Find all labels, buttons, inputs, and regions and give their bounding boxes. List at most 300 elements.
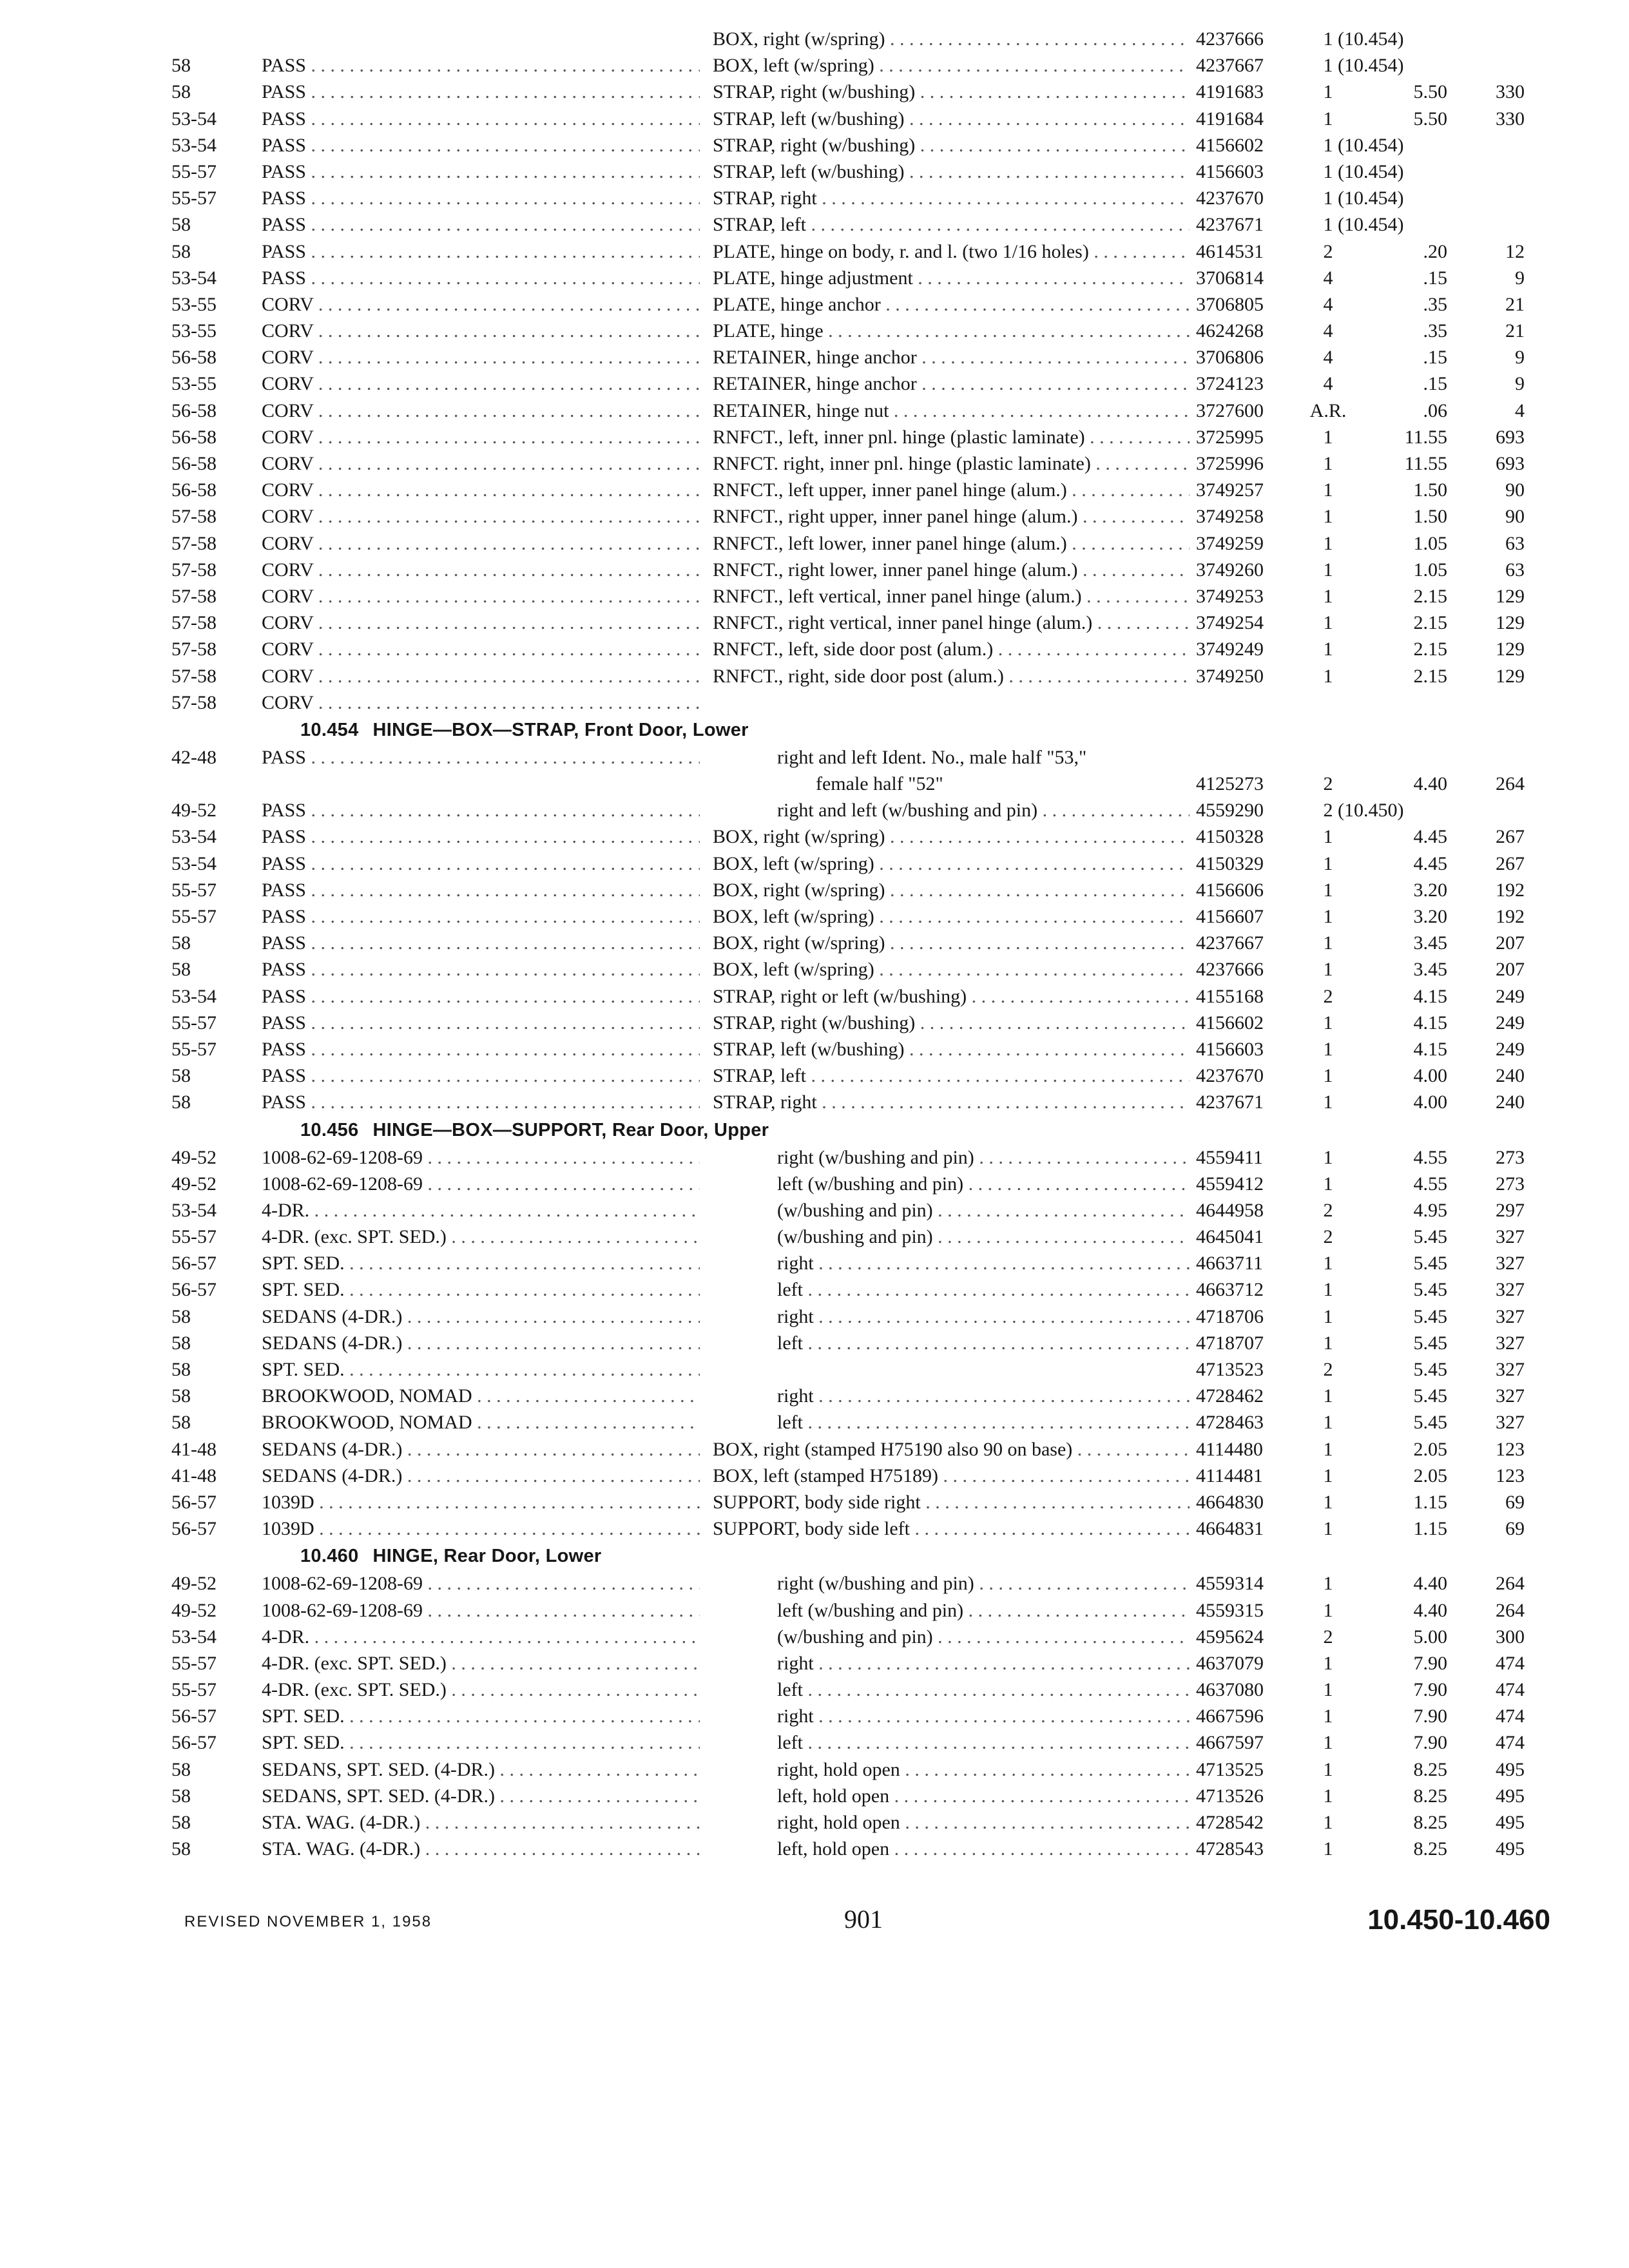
model-name: 1008-62-69-1208-69 . . . — [262, 1597, 700, 1624]
section-heading — [171, 1542, 1550, 1570]
price-units: 327 — [1496, 1226, 1525, 1248]
part-description: right . . . — [777, 1703, 1190, 1729]
year-range: 49-52 — [171, 1146, 217, 1168]
section-heading — [171, 716, 1550, 744]
quantity: 2 — [1323, 773, 1333, 795]
part-number: 4718707 — [1196, 1332, 1264, 1354]
quantity: 2 — [1323, 1359, 1333, 1380]
year-range: 49-52 — [171, 1173, 217, 1195]
model-name: CORV . . . — [262, 344, 700, 370]
year-range: 55-57 — [171, 1012, 217, 1033]
part-row — [171, 211, 1550, 238]
year-range: 57-58 — [171, 585, 217, 607]
part-number: 4155168 — [1196, 985, 1264, 1007]
model-name: 4-DR. (exc. SPT. SED.) . . . — [262, 1677, 700, 1703]
part-number: 4624268 — [1196, 320, 1264, 342]
year-range: 53-54 — [171, 134, 217, 156]
part-row — [171, 1089, 1550, 1115]
year-range: 58 — [171, 1412, 191, 1434]
year-range: 49-52 — [171, 800, 217, 822]
price-units: 273 — [1496, 1173, 1525, 1195]
list-price: 5.45 — [1413, 1412, 1447, 1434]
model-name: CORV . . . — [262, 663, 700, 689]
list-price: 5.00 — [1413, 1626, 1447, 1648]
part-row — [171, 1062, 1550, 1089]
quantity: 1 — [1323, 1518, 1333, 1540]
part-number: 4637080 — [1196, 1679, 1264, 1701]
list-price: 3.20 — [1413, 906, 1447, 927]
part-row — [171, 797, 1550, 823]
quantity: 4 — [1323, 293, 1333, 315]
model-name: SEDANS, SPT. SED. (4-DR.) . . . — [262, 1783, 700, 1809]
part-description: RETAINER, hinge anchor . . . — [713, 344, 1190, 370]
price-units: 192 — [1496, 879, 1525, 901]
year-range: 58 — [171, 1332, 191, 1354]
price-units: 327 — [1496, 1253, 1525, 1274]
list-price: 3.20 — [1413, 879, 1447, 901]
part-number: 4645041 — [1196, 1226, 1264, 1248]
model-name: PASS . . . — [262, 1062, 700, 1089]
part-row — [171, 1436, 1550, 1463]
part-number: 3725995 — [1196, 426, 1264, 448]
list-price: 2.15 — [1413, 639, 1447, 660]
quantity: 1 — [1323, 506, 1333, 528]
price-units: 249 — [1496, 985, 1525, 1007]
year-range: 58 — [171, 1065, 191, 1087]
quantity: 1 — [1323, 559, 1333, 581]
price-units: 63 — [1505, 532, 1525, 554]
part-row — [171, 1809, 1550, 1836]
year-range: 57-58 — [171, 612, 217, 634]
part-number: 4156607 — [1196, 906, 1264, 927]
quantity: 1 — [1323, 1465, 1333, 1486]
price-units: 240 — [1496, 1065, 1525, 1087]
part-number: 3706805 — [1196, 293, 1264, 315]
year-range: 55-57 — [171, 1038, 217, 1060]
list-price: 8.25 — [1413, 1812, 1447, 1833]
part-description: (w/bushing and pin) . . . — [777, 1624, 1190, 1650]
part-description: left . . . — [777, 1330, 1190, 1356]
list-price: 4.00 — [1413, 1065, 1447, 1087]
part-row — [171, 1756, 1550, 1783]
model-name: 4-DR. (exc. SPT. SED.) . . . — [262, 1650, 700, 1677]
quantity: 1 — [1323, 1652, 1333, 1674]
quantity: 1 — [1323, 1091, 1333, 1113]
model-name: PASS . . . — [262, 1010, 700, 1036]
price-units: 330 — [1496, 81, 1525, 103]
part-number: 3749253 — [1196, 585, 1264, 607]
part-row — [171, 689, 1550, 716]
part-number: 3706814 — [1196, 267, 1264, 289]
model-name: PASS . . . — [262, 265, 700, 291]
part-row — [171, 26, 1550, 52]
section-range: 10.450-10.460 — [1367, 1904, 1550, 1936]
quantity: 1 — [1323, 214, 1333, 236]
quantity: 1 — [1323, 612, 1333, 634]
part-description: RNFCT., right vertical, inner panel hinge (alum.) . . . — [713, 610, 1190, 636]
part-number: 4713525 — [1196, 1758, 1264, 1780]
model-name: CORV . . . — [262, 557, 700, 583]
part-row — [171, 398, 1550, 424]
price-units: 9 — [1515, 373, 1525, 395]
model-name: PASS . . . — [262, 159, 700, 185]
quantity: 1 — [1323, 1812, 1333, 1833]
part-description: right (w/bushing and pin) . . . — [777, 1144, 1190, 1171]
price-units: 69 — [1505, 1491, 1525, 1513]
list-price: 8.25 — [1413, 1758, 1447, 1780]
list-price: .15 — [1423, 347, 1447, 369]
part-row — [171, 106, 1550, 132]
price-units: 4 — [1515, 399, 1525, 421]
part-row — [171, 265, 1550, 291]
part-number: 4114481 — [1196, 1465, 1263, 1486]
part-number: 3724123 — [1196, 373, 1264, 395]
price-units: 264 — [1496, 1599, 1525, 1621]
part-description: RNFCT., left vertical, inner panel hinge (alum.) . . . — [713, 583, 1190, 610]
price-units: 207 — [1496, 959, 1525, 981]
year-range: 55-57 — [171, 879, 217, 901]
price-units: 327 — [1496, 1412, 1525, 1434]
model-name: SEDANS (4-DR.) . . . — [262, 1436, 700, 1463]
price-units: 69 — [1505, 1518, 1525, 1540]
price-units: 327 — [1496, 1332, 1525, 1354]
list-price: 2.15 — [1413, 612, 1447, 634]
model-name: PASS . . . — [262, 903, 700, 930]
year-range: 49-52 — [171, 1599, 217, 1621]
model-name: PASS . . . — [262, 1089, 700, 1115]
model-name: PASS . . . — [262, 983, 700, 1010]
quantity: 4 — [1323, 347, 1333, 369]
model-name: SEDANS (4-DR.) . . . — [262, 1330, 700, 1356]
part-number: 4191683 — [1196, 81, 1264, 103]
part-row — [171, 610, 1550, 636]
part-number: 4125273 — [1196, 773, 1264, 795]
part-description: PLATE, hinge anchor . . . — [713, 291, 1190, 318]
list-price: 5.50 — [1413, 108, 1447, 130]
part-description: RNFCT., left lower, inner panel hinge (alum.) . . . — [713, 530, 1190, 557]
part-description: STRAP, left . . . — [713, 1062, 1190, 1089]
part-description: RNFCT., left, inner pnl. hinge (plastic laminate) . . . — [713, 424, 1190, 450]
part-description: left . . . — [777, 1677, 1190, 1703]
part-row — [171, 1276, 1550, 1303]
year-range: 58 — [171, 959, 191, 981]
list-price: 5.45 — [1413, 1253, 1447, 1274]
model-name: CORV . . . — [262, 424, 700, 450]
part-description: RNFCT. right, inner pnl. hinge (plastic laminate) . . . — [713, 450, 1190, 477]
list-price: (10.450) — [1338, 800, 1404, 822]
list-price: 4.45 — [1413, 852, 1447, 874]
price-units: 9 — [1515, 267, 1525, 289]
year-range: 56-57 — [171, 1491, 217, 1513]
part-number: 4156602 — [1196, 1012, 1264, 1033]
part-number: 3725996 — [1196, 453, 1264, 474]
part-description: left, hold open . . . — [777, 1783, 1190, 1809]
part-row — [171, 850, 1550, 877]
quantity: 2 — [1323, 1626, 1333, 1648]
part-number: 4156603 — [1196, 160, 1264, 182]
model-name: CORV . . . — [262, 318, 700, 344]
part-row — [171, 663, 1550, 689]
list-price: 5.45 — [1413, 1226, 1447, 1248]
part-number: 4237667 — [1196, 55, 1264, 77]
model-name: CORV . . . — [262, 689, 700, 716]
part-description: BOX, left (w/spring) . . . — [713, 903, 1190, 930]
part-number: 4667597 — [1196, 1732, 1264, 1754]
list-price: 4.15 — [1413, 1012, 1447, 1033]
part-row — [171, 877, 1550, 903]
quantity: 1 — [1323, 1012, 1333, 1033]
year-range: 53-55 — [171, 293, 217, 315]
price-units: 240 — [1496, 1091, 1525, 1113]
model-name: SEDANS (4-DR.) . . . — [262, 1463, 700, 1489]
price-units: 495 — [1496, 1758, 1525, 1780]
quantity: 1 — [1323, 959, 1333, 981]
price-units: 129 — [1496, 612, 1525, 634]
quantity: 1 — [1323, 1573, 1333, 1595]
part-number: 3749254 — [1196, 612, 1264, 634]
price-units: 327 — [1496, 1305, 1525, 1327]
price-units: 693 — [1496, 426, 1525, 448]
year-range: 53-54 — [171, 1199, 217, 1221]
page-footer — [171, 1904, 1550, 1943]
model-name: STA. WAG. (4-DR.) . . . — [262, 1809, 700, 1836]
list-price: .35 — [1423, 293, 1447, 315]
model-name: 1039D . . . — [262, 1515, 700, 1542]
part-description: right and left (w/bushing and pin) . . . — [777, 797, 1190, 823]
quantity: 1 — [1323, 1491, 1333, 1513]
year-range: 49-52 — [171, 1573, 217, 1595]
part-row — [171, 1197, 1550, 1224]
part-description: BOX, right (w/spring) . . . — [713, 930, 1190, 956]
price-units: 264 — [1496, 773, 1525, 795]
part-description: right . . . — [777, 1303, 1190, 1330]
price-units: 300 — [1496, 1626, 1525, 1648]
part-row — [171, 1650, 1550, 1677]
part-number: 4191684 — [1196, 108, 1264, 130]
quantity: 2 — [1323, 985, 1333, 1007]
part-description: left (w/bushing and pin) . . . — [777, 1171, 1190, 1197]
part-number: 4559315 — [1196, 1599, 1264, 1621]
quantity: 1 — [1323, 1065, 1333, 1087]
year-range: 57-58 — [171, 532, 217, 554]
part-row — [171, 503, 1550, 530]
quantity: 2 — [1323, 240, 1333, 262]
part-description: PLATE, hinge . . . — [713, 318, 1190, 344]
part-description: RNFCT., left upper, inner panel hinge (alum.) . . . — [713, 477, 1190, 503]
part-row — [171, 1356, 1550, 1383]
price-units: 330 — [1496, 108, 1525, 130]
list-price: 4.95 — [1413, 1199, 1447, 1221]
year-range: 56-58 — [171, 426, 217, 448]
year-range: 57-58 — [171, 639, 217, 660]
year-range: 53-54 — [171, 108, 217, 130]
part-row — [171, 1489, 1550, 1515]
part-description: RNFCT., right lower, inner panel hinge (alum.) . . . — [713, 557, 1190, 583]
list-price: 2.15 — [1413, 665, 1447, 687]
part-description: right and left Ident. No., male half "53," — [777, 746, 1087, 768]
model-name: SEDANS (4-DR.) . . . — [262, 1303, 700, 1330]
year-range: 55-57 — [171, 160, 217, 182]
part-row — [171, 771, 1550, 797]
quantity: 1 — [1323, 426, 1333, 448]
part-row — [171, 1515, 1550, 1542]
part-description: STRAP, left (w/bushing) . . . — [713, 106, 1190, 132]
year-range: 56-58 — [171, 479, 217, 501]
part-number: 3749250 — [1196, 665, 1264, 687]
section-title: HINGE—BOX—STRAP, Front Door, Lower — [372, 719, 749, 740]
list-price: 8.25 — [1413, 1785, 1447, 1807]
quantity: 1 — [1323, 81, 1333, 103]
list-price: 4.15 — [1413, 1038, 1447, 1060]
year-range: 42-48 — [171, 746, 217, 768]
part-row — [171, 1409, 1550, 1436]
part-row — [171, 1677, 1550, 1703]
price-units: 267 — [1496, 826, 1525, 848]
part-row — [171, 1570, 1550, 1597]
quantity: 1 — [1323, 1279, 1333, 1301]
part-description: BOX, left (w/spring) . . . — [713, 52, 1190, 79]
price-units: 9 — [1515, 347, 1525, 369]
part-number: 4728463 — [1196, 1412, 1264, 1434]
year-range: 55-57 — [171, 906, 217, 927]
model-name: PASS . . . — [262, 132, 700, 159]
year-range: 58 — [171, 55, 191, 77]
price-units: 129 — [1496, 639, 1525, 660]
year-range: 53-55 — [171, 320, 217, 342]
model-name: PASS . . . — [262, 52, 700, 79]
year-range: 55-57 — [171, 187, 217, 209]
year-range: 56-57 — [171, 1732, 217, 1754]
part-description: right . . . — [777, 1383, 1190, 1409]
list-price: 7.90 — [1413, 1652, 1447, 1674]
price-units: 474 — [1496, 1706, 1525, 1727]
quantity: 1 — [1323, 1838, 1333, 1860]
part-row — [171, 1703, 1550, 1729]
part-description: right . . . — [777, 1250, 1190, 1276]
year-range: 56-57 — [171, 1253, 217, 1274]
part-row — [171, 983, 1550, 1010]
part-row — [171, 1010, 1550, 1036]
part-description: STRAP, right (w/bushing) . . . — [713, 132, 1190, 159]
price-units: 267 — [1496, 852, 1525, 874]
quantity: 1 — [1323, 1758, 1333, 1780]
part-row — [171, 1171, 1550, 1197]
price-units: 495 — [1496, 1785, 1525, 1807]
year-range: 58 — [171, 1385, 191, 1407]
part-description: STRAP, left (w/bushing) . . . — [713, 159, 1190, 185]
model-name: SPT. SED. . . . — [262, 1729, 700, 1756]
model-name: BROOKWOOD, NOMAD . . . — [262, 1383, 700, 1409]
quantity: 1 — [1323, 453, 1333, 474]
part-number: 4637079 — [1196, 1652, 1264, 1674]
list-price: (10.454) — [1338, 187, 1404, 209]
year-range: 57-58 — [171, 665, 217, 687]
part-number: 3749260 — [1196, 559, 1264, 581]
part-row — [171, 1597, 1550, 1624]
price-units: 123 — [1496, 1465, 1525, 1486]
list-price: 4.40 — [1413, 773, 1447, 795]
part-row — [171, 557, 1550, 583]
part-description: RETAINER, hinge anchor . . . — [713, 370, 1190, 397]
model-name: PASS . . . — [262, 106, 700, 132]
list-price: 1.50 — [1413, 479, 1447, 501]
part-row — [171, 185, 1550, 211]
list-price: 7.90 — [1413, 1679, 1447, 1701]
list-price: .35 — [1423, 320, 1447, 342]
price-units: 249 — [1496, 1038, 1525, 1060]
part-row — [171, 1303, 1550, 1330]
part-description: PLATE, hinge adjustment . . . — [713, 265, 1190, 291]
quantity: 4 — [1323, 320, 1333, 342]
quantity: 2 — [1323, 1199, 1333, 1221]
quantity: 1 — [1323, 932, 1333, 954]
model-name: PASS . . . — [262, 797, 700, 823]
model-name: PASS . . . — [262, 238, 700, 265]
part-number: 4728543 — [1196, 1838, 1264, 1860]
part-number: 4114480 — [1196, 1438, 1263, 1460]
part-description: RNFCT., right upper, inner panel hinge (alum.) . . . — [713, 503, 1190, 530]
price-units: 129 — [1496, 665, 1525, 687]
part-row — [171, 744, 1550, 771]
year-range: 58 — [171, 1812, 191, 1833]
model-name: PASS . . . — [262, 930, 700, 956]
part-number: 4728462 — [1196, 1385, 1264, 1407]
model-name: PASS . . . — [262, 79, 700, 105]
part-row — [171, 1729, 1550, 1756]
model-name: CORV . . . — [262, 370, 700, 397]
part-row — [171, 132, 1550, 159]
part-description: (w/bushing and pin) . . . — [777, 1224, 1190, 1250]
part-description: right, hold open . . . — [777, 1809, 1190, 1836]
part-description: STRAP, left (w/bushing) . . . — [713, 1036, 1190, 1062]
part-number: 3749258 — [1196, 506, 1264, 528]
part-description: BOX, right (w/spring) . . . — [713, 823, 1190, 850]
part-number: 3749259 — [1196, 532, 1264, 554]
part-number: 4237671 — [1196, 214, 1264, 236]
quantity: 2 — [1323, 1226, 1333, 1248]
part-number: 4667596 — [1196, 1706, 1264, 1727]
part-row — [171, 636, 1550, 662]
part-description: right (w/bushing and pin) . . . — [777, 1570, 1190, 1597]
part-row — [171, 1383, 1550, 1409]
part-row — [171, 1330, 1550, 1356]
year-range: 53-54 — [171, 267, 217, 289]
part-description: RNFCT., right, side door post (alum.) . . . — [713, 663, 1190, 689]
part-number: 4713523 — [1196, 1359, 1264, 1380]
price-units: 495 — [1496, 1838, 1525, 1860]
part-row — [171, 450, 1550, 477]
model-name: SPT. SED. . . . — [262, 1250, 700, 1276]
quantity: 1 — [1323, 1706, 1333, 1727]
quantity: 1 — [1323, 1332, 1333, 1354]
price-units: 327 — [1496, 1385, 1525, 1407]
part-number: 3727600 — [1196, 399, 1264, 421]
part-number: 4150328 — [1196, 826, 1264, 848]
price-units: 297 — [1496, 1199, 1525, 1221]
list-price: 2.05 — [1413, 1465, 1447, 1486]
year-range: 56-58 — [171, 453, 217, 474]
model-name: CORV . . . — [262, 450, 700, 477]
year-range: 56-57 — [171, 1706, 217, 1727]
part-description: female half "52" — [816, 773, 943, 795]
section-heading — [171, 1116, 1550, 1144]
year-range: 53-54 — [171, 985, 217, 1007]
part-number: 4559411 — [1196, 1146, 1263, 1168]
part-description: RNFCT., left, side door post (alum.) . . . — [713, 636, 1190, 662]
year-range: 58 — [171, 214, 191, 236]
part-number: 3706806 — [1196, 347, 1264, 369]
price-units: 264 — [1496, 1573, 1525, 1595]
